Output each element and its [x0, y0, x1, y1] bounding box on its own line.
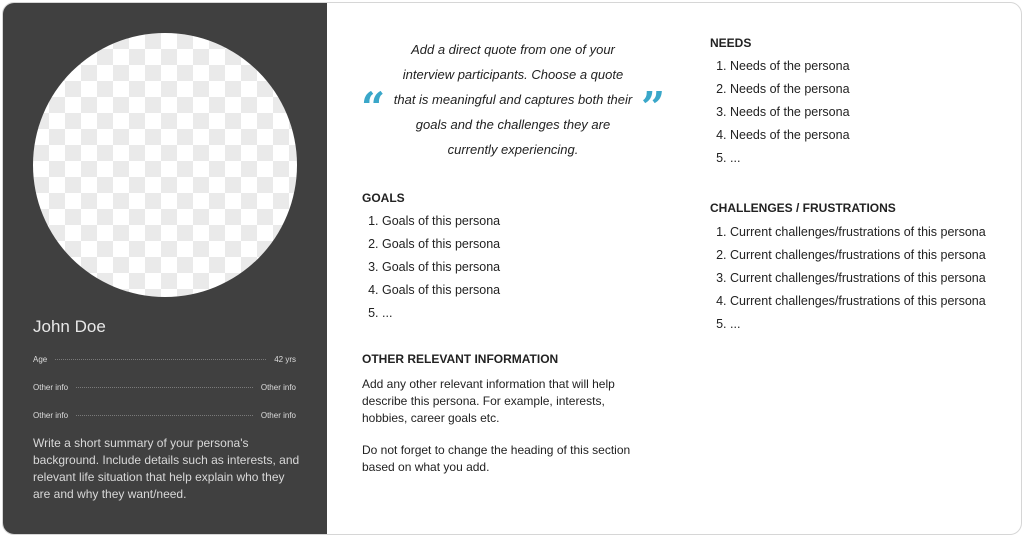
- other-info-note: Do not forget to change the heading of this section based on what you add.: [362, 443, 631, 474]
- info-value: 42 yrs: [274, 355, 296, 364]
- needs-heading: NEEDS: [710, 36, 752, 50]
- persona-card: [2, 2, 1022, 535]
- close-quote-icon: ”: [641, 83, 666, 132]
- persona-quote: Add a direct quote from one of your interview participants. Choose a quote that is meaningful and captures both their goals and the challenges they are currently experiencing.: [393, 42, 633, 157]
- list-item: 4. Needs of the persona: [730, 124, 850, 147]
- other-info-heading: OTHER RELEVANT INFORMATION: [362, 352, 559, 366]
- persona-name: John Doe: [33, 317, 106, 336]
- list-item: 5. ...: [730, 147, 850, 170]
- info-label: Other info: [33, 411, 69, 420]
- info-row-other-2: [33, 411, 296, 420]
- challenges-heading: CHALLENGES / FRUSTRATIONS: [710, 201, 896, 215]
- open-quote-icon: “: [361, 83, 386, 132]
- persona-summary: Write a short summary of your persona's background. Include details such as interests, and relevant life situation that help explain who they are and why they want/need.: [33, 436, 300, 501]
- list-item: 5. ...: [382, 302, 500, 325]
- list-item: 4. Current challenges/frustrations of this persona: [730, 290, 986, 313]
- list-item: 3. Goals of this persona: [382, 256, 500, 279]
- list-item: 4. Goals of this persona: [382, 279, 500, 302]
- list-item: 1. Goals of this persona: [382, 210, 500, 233]
- info-value: Other info: [260, 411, 296, 420]
- list-item: 1. Needs of the persona: [730, 55, 850, 78]
- dotted-leader: [76, 387, 253, 388]
- list-item: 2. Goals of this persona: [382, 233, 500, 256]
- list-item: 3. Needs of the persona: [730, 101, 850, 124]
- persona-photo-placeholder[interactable]: [33, 33, 297, 297]
- list-item: 2. Current challenges/frustrations of this persona: [730, 244, 986, 267]
- info-row-other-1: [33, 383, 296, 392]
- list-item: 2. Needs of the persona: [730, 78, 850, 101]
- info-label: Other info: [33, 383, 69, 392]
- dotted-leader: [55, 359, 266, 360]
- list-item: 5. ...: [730, 313, 986, 336]
- goals-heading: GOALS: [362, 191, 405, 205]
- info-label: Age: [33, 355, 48, 364]
- info-value: Other info: [260, 383, 296, 392]
- needs-list: [710, 55, 850, 170]
- other-info-paragraph: Add any other relevant information that will help describe this persona. For example, interests, hobbies, career goals etc.: [362, 377, 615, 425]
- challenges-list: [710, 221, 986, 336]
- list-item: 3. Current challenges/frustrations of this persona: [730, 267, 986, 290]
- info-row-age: [33, 355, 296, 364]
- dotted-leader: [76, 415, 253, 416]
- goals-list: [362, 210, 500, 325]
- list-item: 1. Current challenges/frustrations of this persona: [730, 221, 986, 244]
- persona-sidebar: [3, 3, 327, 534]
